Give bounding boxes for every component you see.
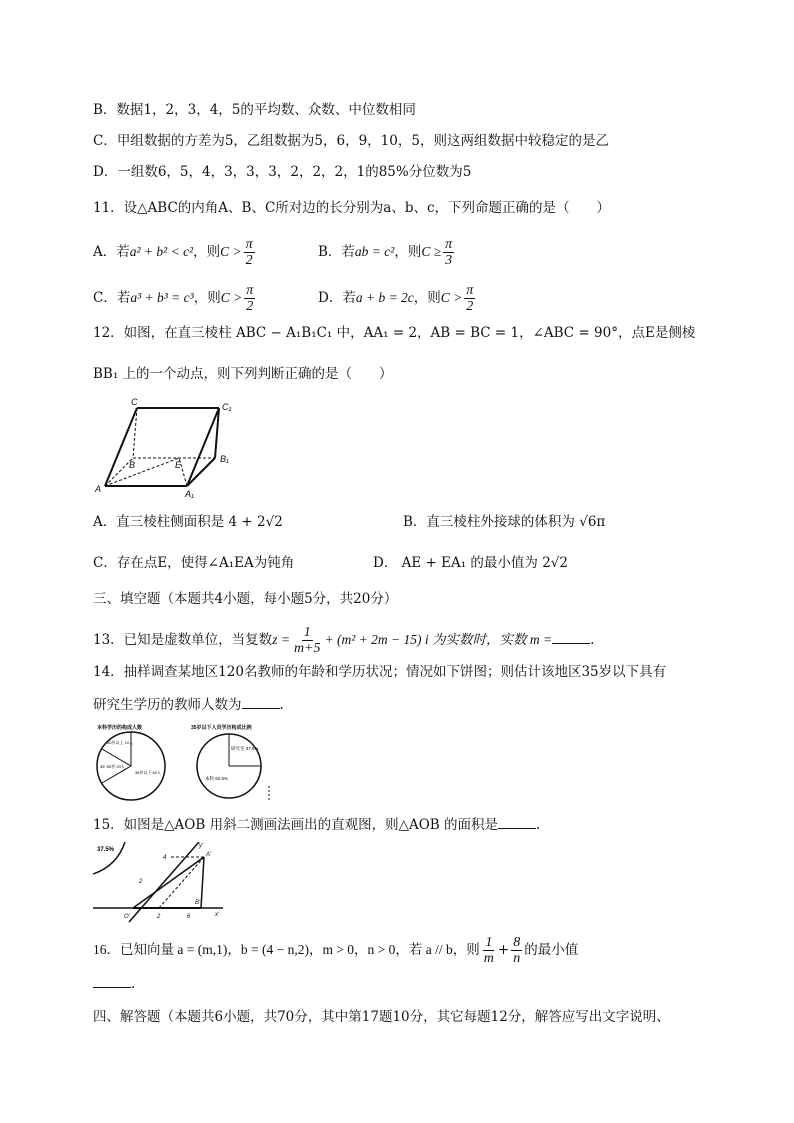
section-3-heading: 三、填空题（本题共4小题，每小题5分，共20分） — [93, 591, 398, 607]
answer-blank — [552, 631, 590, 644]
q16-end: . — [131, 976, 136, 992]
q13 — [93, 625, 594, 656]
q12-stem-line2: BB₁ 上的一个动点，则下列判断正确的是（ ） — [93, 366, 393, 382]
option-condition: a³ + b³ = c³ — [130, 290, 194, 305]
q13-fraction — [292, 625, 323, 656]
option-relation: C > — [440, 290, 463, 305]
q10-option-c: C．甲组数据的方差为5，乙组数据为5，6，9，10，5，则这两组数据中较稳定的是乙 — [93, 133, 609, 149]
option-mid: ，则 — [193, 244, 221, 260]
label-y: y' — [199, 843, 204, 849]
label-a1: A₁ — [185, 489, 194, 499]
label-b: B — [129, 460, 136, 470]
q12-stem-line1: 12．如图，在直三棱柱 ABC − A₁B₁C₁ 中，AA₁ = 2，AB = BC = 1，∠ABC = 90°，点E是侧棱 — [93, 325, 696, 341]
q11-option-d — [318, 283, 477, 314]
q15 — [93, 815, 540, 835]
label-c1: C₁ — [222, 402, 232, 412]
q10-option-b: B．数据1，2，3，4，5的平均数、众数、中位数相同 — [93, 102, 416, 118]
edge-ca — [105, 408, 137, 486]
option-mid: ，则 — [394, 244, 422, 260]
q14-line2-text: 研究生学历的教师人数为 — [93, 697, 242, 713]
q15-end: . — [536, 817, 541, 833]
pie1-label-0: 50岁以上 10人 — [107, 740, 134, 745]
frac-den: 2 — [246, 299, 254, 314]
frac-num: π — [245, 237, 253, 252]
q16-post: 的最小值 — [524, 942, 579, 958]
pie2-label-0: 研究生 37.5% — [231, 746, 259, 751]
q12-option-b: B．直三棱柱外接球的体积为 √6π — [403, 514, 606, 530]
frac-den: n — [513, 951, 521, 966]
tick-6-axis: 6 — [187, 914, 191, 920]
option-relation: C > — [220, 244, 242, 259]
option-relation: C ≥ — [421, 244, 442, 259]
frac-den: m — [483, 951, 494, 966]
label-e: E — [175, 460, 182, 470]
q14-end: . — [279, 697, 284, 713]
edge-c1a1 — [187, 408, 219, 486]
q13-post: + (m² + 2m − 15) i 为实数时，实数 m = — [324, 632, 553, 647]
label-a: A — [95, 484, 102, 494]
edge-a1b1 — [187, 458, 215, 486]
q11-stem: 11．设△ABC的内角A、B、C所对边的长分别为a、b、c，下列命题正确的是（ ） — [93, 200, 611, 216]
pie1-title: 本科学历的构成人数 — [97, 725, 143, 731]
option-prefix: C．若 — [93, 290, 131, 306]
frac-num: 8 — [513, 935, 521, 950]
frac-num: π — [466, 283, 474, 298]
pi-over-2 — [244, 283, 255, 314]
answer-blank — [93, 975, 131, 988]
label-c: C — [131, 397, 138, 407]
prism-figure — [93, 396, 243, 501]
pie2-label-1: 本科 62.5% — [205, 776, 229, 781]
side-oa — [133, 857, 204, 908]
q12-option-d: D． AE + EA₁ 的最小值为 2√2 — [373, 555, 568, 571]
frac-num: π — [445, 237, 453, 252]
option-condition: a² + b² < c² — [129, 244, 194, 259]
answer-blank — [498, 816, 536, 829]
tick-4: 4 — [163, 855, 167, 861]
pi-over-3 — [443, 237, 454, 268]
frac-num: 1 — [303, 625, 311, 640]
option-prefix: B．若 — [318, 244, 355, 260]
q11-option-c — [93, 283, 257, 314]
frac-den: 3 — [445, 253, 453, 268]
answer-blank — [242, 696, 280, 709]
pie2-title: 35岁以下人员学历构成比例 — [191, 725, 252, 731]
q12-option-a: A．直三棱柱侧面积是 4 + 2√2 — [93, 514, 283, 530]
option-condition: a + b = 2c — [355, 290, 414, 305]
option-relation: C > — [220, 290, 243, 305]
q10-option-d: D．一组数6，5，4，3，3，3，2，2，2，1的85%分位数为5 — [93, 164, 472, 180]
edge-ae — [105, 458, 179, 486]
tick-2-slant: 2 — [139, 879, 143, 885]
q16-fraction-1 — [482, 935, 496, 966]
q11-option-b — [318, 237, 456, 268]
frac-den: 2 — [245, 253, 253, 268]
pie1-label-1: 35~50岁 20人 — [100, 764, 125, 769]
q14-line2 — [93, 695, 284, 715]
option-mid: ，则 — [193, 290, 221, 306]
section-4-heading: 四、解答题（本题共6小题，共70分，其中第17题10分，其它每题12分，解答应写出文字说明、 — [93, 1009, 670, 1025]
label-b: B' — [195, 900, 201, 906]
corner-label: 37.5% — [97, 847, 115, 853]
option-prefix: D．若 — [318, 290, 356, 306]
q16-fraction-2 — [511, 935, 522, 966]
q13-z: z = — [272, 632, 290, 647]
q11-option-a — [93, 237, 257, 268]
q15-text: 15．如图是△AOB 用斜二测画法画出的直观图，则△AOB 的面积是 — [93, 817, 498, 833]
label-b1: B₁ — [220, 454, 229, 464]
q14-line1: 14．抽样调查某地区120名教师的年龄和学历状况；情况如下饼图；则估计该地区35岁以下具有 — [93, 664, 667, 680]
pie1-label-2: 35岁以下 60人 — [135, 770, 162, 775]
q12-option-c: C．存在点E，使得∠A₁EA为钝角 — [93, 555, 295, 571]
pi-over-2 — [244, 237, 255, 268]
q16-answer-line — [93, 974, 135, 994]
label-o: O' — [124, 914, 130, 920]
pie-charts-figure — [93, 720, 278, 805]
option-condition: ab = c² — [354, 244, 395, 259]
oblique-drawing-figure — [93, 842, 228, 927]
frac-den: m+5 — [293, 641, 321, 656]
side-ab — [201, 857, 204, 908]
option-mid: ，则 — [413, 290, 441, 306]
tick-2-axis: 2 — [157, 914, 161, 920]
frac-den: 2 — [466, 299, 474, 314]
label-x: x' — [215, 912, 220, 918]
q13-end: . — [590, 632, 595, 648]
q16-pre: 16．已知向量 a = (m,1)，b = (4 − n,2)，m > 0，n > 0，若 a // b，则 — [93, 942, 480, 957]
q16 — [93, 935, 578, 966]
frac-num: π — [246, 283, 254, 298]
label-a: A' — [206, 852, 212, 858]
pi-over-2 — [464, 283, 475, 314]
q16-plus: + — [497, 942, 510, 958]
q13-pre: 13．已知是虚数单位，当复数 — [93, 632, 273, 648]
frac-num: 1 — [485, 935, 493, 950]
option-prefix: A．若 — [93, 244, 130, 260]
